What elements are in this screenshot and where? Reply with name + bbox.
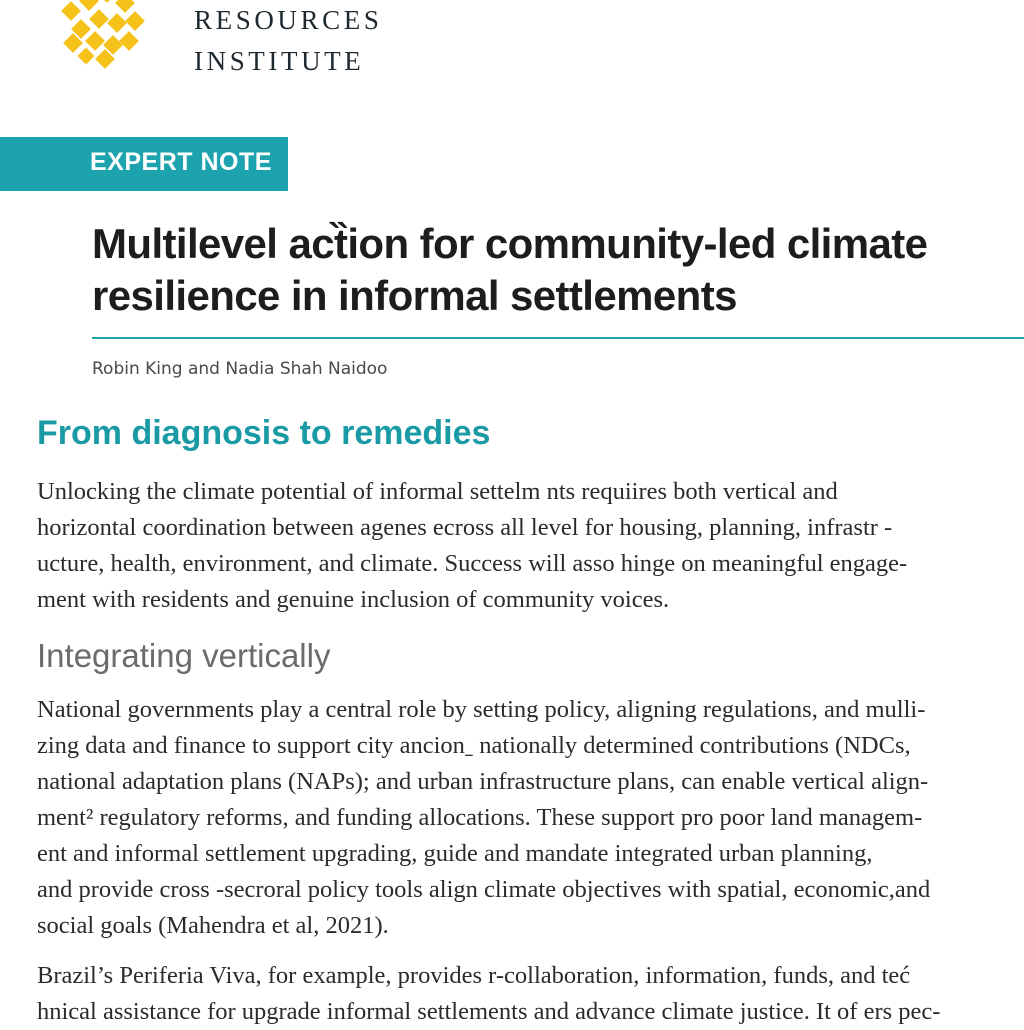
text-line: social goals (Mahendra et al, 2021).	[37, 912, 389, 939]
text-line: zing data and finance to support city ancionˍ nationally determined contributions (NDCs,	[37, 732, 911, 759]
text-line: and provide cross -secroral policy tools align climate objectives with spatial, economic,and	[37, 876, 931, 903]
text-line: National governments play a central role by setting policy, aligning regulations, and mulli-	[37, 696, 926, 723]
title-line-1: Multilevel act̏ion for community-led climate	[92, 220, 928, 267]
category-label: EXPERT NOTE	[90, 148, 272, 176]
authors-byline: Robin King and Nadia Shah Naidoo	[92, 359, 388, 379]
text-line: Brazil’s Periferia Viva, for example, provides r-collaboration, information, funds, and teć	[37, 962, 911, 989]
paragraph-example	[37, 958, 1022, 1030]
text-line: ent and informal settlement upgrading, guide and mandate integrated urban planning,	[37, 840, 873, 867]
title-line-2: resilience in informal settlements	[92, 272, 737, 319]
text-line: national adaptation plans (NAPs); and urban infrastructure plans, can enable vertical align-	[37, 768, 929, 795]
org-name-line-1: RESOURCES	[194, 5, 383, 35]
text-line: ment² regulatory reforms, and funding allocations. These support pro poor land managem-	[37, 804, 923, 831]
section-heading: From diagnosis to remedies	[37, 414, 491, 452]
subsection-heading: Integrating vertically	[37, 637, 331, 674]
paragraph-intro	[37, 474, 1022, 618]
page-title	[92, 218, 1024, 322]
title-divider	[92, 337, 1024, 339]
logo-mark-icon	[58, 0, 148, 72]
paragraph-vertical	[37, 692, 1022, 944]
text-line: ucture, health, environment, and climate. Success will asso hinge on meaningful engage-	[37, 550, 908, 577]
text-line: ment with residents and genuine inclusion of community voices.	[37, 586, 670, 613]
text-line: horizontal coordination between agenes ecross all level for housing, planning, infrastr -	[37, 514, 893, 541]
text-line: Unlocking the climate potential of informal settelm nts requiires both vertical and	[37, 478, 838, 505]
text-line: hnical assistance for upgrade informal settlements and advance climate justice. It of ers pec-	[37, 998, 941, 1025]
org-name-line-2: INSTITUTE	[194, 46, 365, 76]
